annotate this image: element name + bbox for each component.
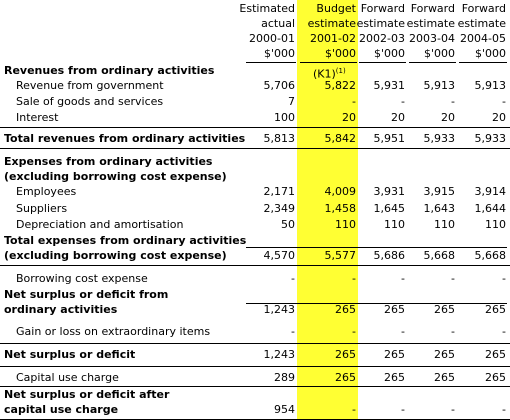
row-value: 5,913 <box>474 79 506 92</box>
row-value: 3,914 <box>474 185 506 198</box>
row-value: - <box>352 272 356 285</box>
row-value: 265 <box>434 348 455 361</box>
row-value: 20 <box>391 111 405 124</box>
table-rule-1 <box>0 127 510 128</box>
column-header-3-line1: Forward <box>360 2 405 15</box>
table-rule-4 <box>0 265 510 266</box>
row-value: 3,915 <box>423 185 455 198</box>
column-header-5-line1: Forward <box>461 2 506 15</box>
header-underline-3 <box>359 62 406 63</box>
header-underline-4 <box>409 62 456 63</box>
row-value: - <box>502 95 506 108</box>
row-value: 265 <box>384 371 405 384</box>
row-value: 1,458 <box>324 202 356 215</box>
column-header-2-line2: estimate <box>307 17 356 30</box>
row-value: 1,645 <box>373 202 405 215</box>
column-header-5-line3: 2004-05 <box>460 32 506 45</box>
row-value: - <box>502 403 506 416</box>
row-value: 5,813 <box>263 132 295 145</box>
row-label: Expenses from ordinary activities <box>4 155 213 168</box>
row-value: - <box>451 95 455 108</box>
row-value: 2,349 <box>263 202 295 215</box>
row-value: 1,243 <box>263 348 295 361</box>
row-value: 1,643 <box>423 202 455 215</box>
row-label: Employees <box>16 185 77 198</box>
row-label: Total expenses from ordinary activities <box>4 234 247 247</box>
row-value: 5,931 <box>373 79 405 92</box>
row-value: 110 <box>434 218 455 231</box>
budget-note-text: (K1) <box>313 67 336 81</box>
row-value: 5,668 <box>474 249 506 262</box>
budget-note-superscript: (1) <box>335 67 346 75</box>
column-header-5-line4: $'000 <box>474 47 506 60</box>
row-value: 1,243 <box>263 303 295 316</box>
row-value: - <box>451 272 455 285</box>
row-value: 265 <box>335 303 356 316</box>
column-header-1-line4: $'000 <box>263 47 295 60</box>
row-value: - <box>401 272 405 285</box>
table-rule-8 <box>0 386 510 387</box>
row-label: Revenue from government <box>16 79 164 92</box>
row-value: 265 <box>335 348 356 361</box>
row-value: 5,686 <box>373 249 405 262</box>
row-value: 289 <box>274 371 295 384</box>
row-label: Net surplus or deficit <box>4 348 136 361</box>
row-value: 265 <box>384 348 405 361</box>
row-value: 954 <box>274 403 295 416</box>
row-label: Net surplus or deficit after <box>4 388 170 401</box>
row-value: - <box>291 325 295 338</box>
row-value: 265 <box>434 371 455 384</box>
column-header-4-line2: estimate <box>406 17 455 30</box>
row-value: 265 <box>485 303 506 316</box>
column-header-4-line3: 2003-04 <box>409 32 455 45</box>
table-rule-7 <box>0 366 510 367</box>
row-label: Net surplus or deficit from <box>4 288 169 301</box>
row-value: 110 <box>335 218 356 231</box>
row-label: Revenues from ordinary activities <box>4 64 215 77</box>
row-label: (excluding borrowing cost expense) <box>4 170 227 183</box>
row-value: - <box>451 403 455 416</box>
row-label: Borrowing cost expense <box>16 272 148 285</box>
table-rule-3 <box>246 247 507 248</box>
row-value: - <box>401 95 405 108</box>
column-header-3-line3: 2002-03 <box>359 32 405 45</box>
column-header-2-line3: 2001-02 <box>310 32 356 45</box>
header-underline-2 <box>300 62 357 63</box>
row-value: - <box>451 325 455 338</box>
row-label: Suppliers <box>16 202 68 215</box>
header-underline-1 <box>246 62 296 63</box>
row-value: 4,009 <box>324 185 356 198</box>
row-value: 5,933 <box>423 132 455 145</box>
row-value: 265 <box>485 348 506 361</box>
row-value: 4,570 <box>263 249 295 262</box>
row-value: 110 <box>384 218 405 231</box>
row-label: ordinary activities <box>4 303 118 316</box>
column-header-1-line1: Estimated <box>239 2 295 15</box>
row-value: 265 <box>485 371 506 384</box>
column-header-2-line4: $'000 <box>324 47 356 60</box>
row-value: 265 <box>335 371 356 384</box>
row-value: - <box>502 272 506 285</box>
table-rule-6 <box>0 343 510 344</box>
row-value: 110 <box>485 218 506 231</box>
row-value: 5,842 <box>324 132 356 145</box>
row-label: Sale of goods and services <box>16 95 164 108</box>
table-rule-5 <box>246 303 507 304</box>
row-value: 265 <box>434 303 455 316</box>
row-value: - <box>352 95 356 108</box>
row-value: 1,644 <box>474 202 506 215</box>
row-value: - <box>401 403 405 416</box>
row-value: 7 <box>288 95 295 108</box>
row-value: 2,171 <box>263 185 295 198</box>
row-value: - <box>352 403 356 416</box>
column-header-3-line4: $'000 <box>373 47 405 60</box>
row-value: 5,933 <box>474 132 506 145</box>
column-header-4-line1: Forward <box>410 2 455 15</box>
row-value: 5,822 <box>324 79 356 92</box>
row-value: 5,668 <box>423 249 455 262</box>
row-value: 20 <box>492 111 506 124</box>
row-value: 5,706 <box>263 79 295 92</box>
row-value: - <box>291 272 295 285</box>
row-value: 5,913 <box>423 79 455 92</box>
row-value: - <box>352 325 356 338</box>
column-header-4-line4: $'000 <box>423 47 455 60</box>
row-value: 265 <box>384 303 405 316</box>
header-underline-5 <box>459 62 507 63</box>
row-label: Depreciation and amortisation <box>16 218 184 231</box>
column-header-2-line1: Budget <box>316 2 356 15</box>
column-header-5-line2: estimate <box>457 17 506 30</box>
row-label: Capital use charge <box>16 371 119 384</box>
row-value: 20 <box>441 111 455 124</box>
column-header-3-line2: estimate <box>356 17 405 30</box>
row-value: 5,577 <box>324 249 356 262</box>
row-label: (excluding borrowing cost expense) <box>4 249 227 262</box>
row-value: - <box>502 325 506 338</box>
row-value: - <box>401 325 405 338</box>
row-label: Gain or loss on extraordinary items <box>16 325 211 338</box>
column-header-1-line3: 2000-01 <box>249 32 295 45</box>
column-header-1-line2: actual <box>261 17 295 30</box>
table-rule-2 <box>0 148 510 149</box>
row-value: 3,931 <box>373 185 405 198</box>
row-label: capital use charge <box>4 403 119 416</box>
row-value: 20 <box>342 111 356 124</box>
row-label: Interest <box>16 111 59 124</box>
row-value: 100 <box>274 111 295 124</box>
row-value: 5,951 <box>373 132 405 145</box>
row-label: Total revenues from ordinary activities <box>4 132 246 145</box>
row-value: 50 <box>281 218 295 231</box>
